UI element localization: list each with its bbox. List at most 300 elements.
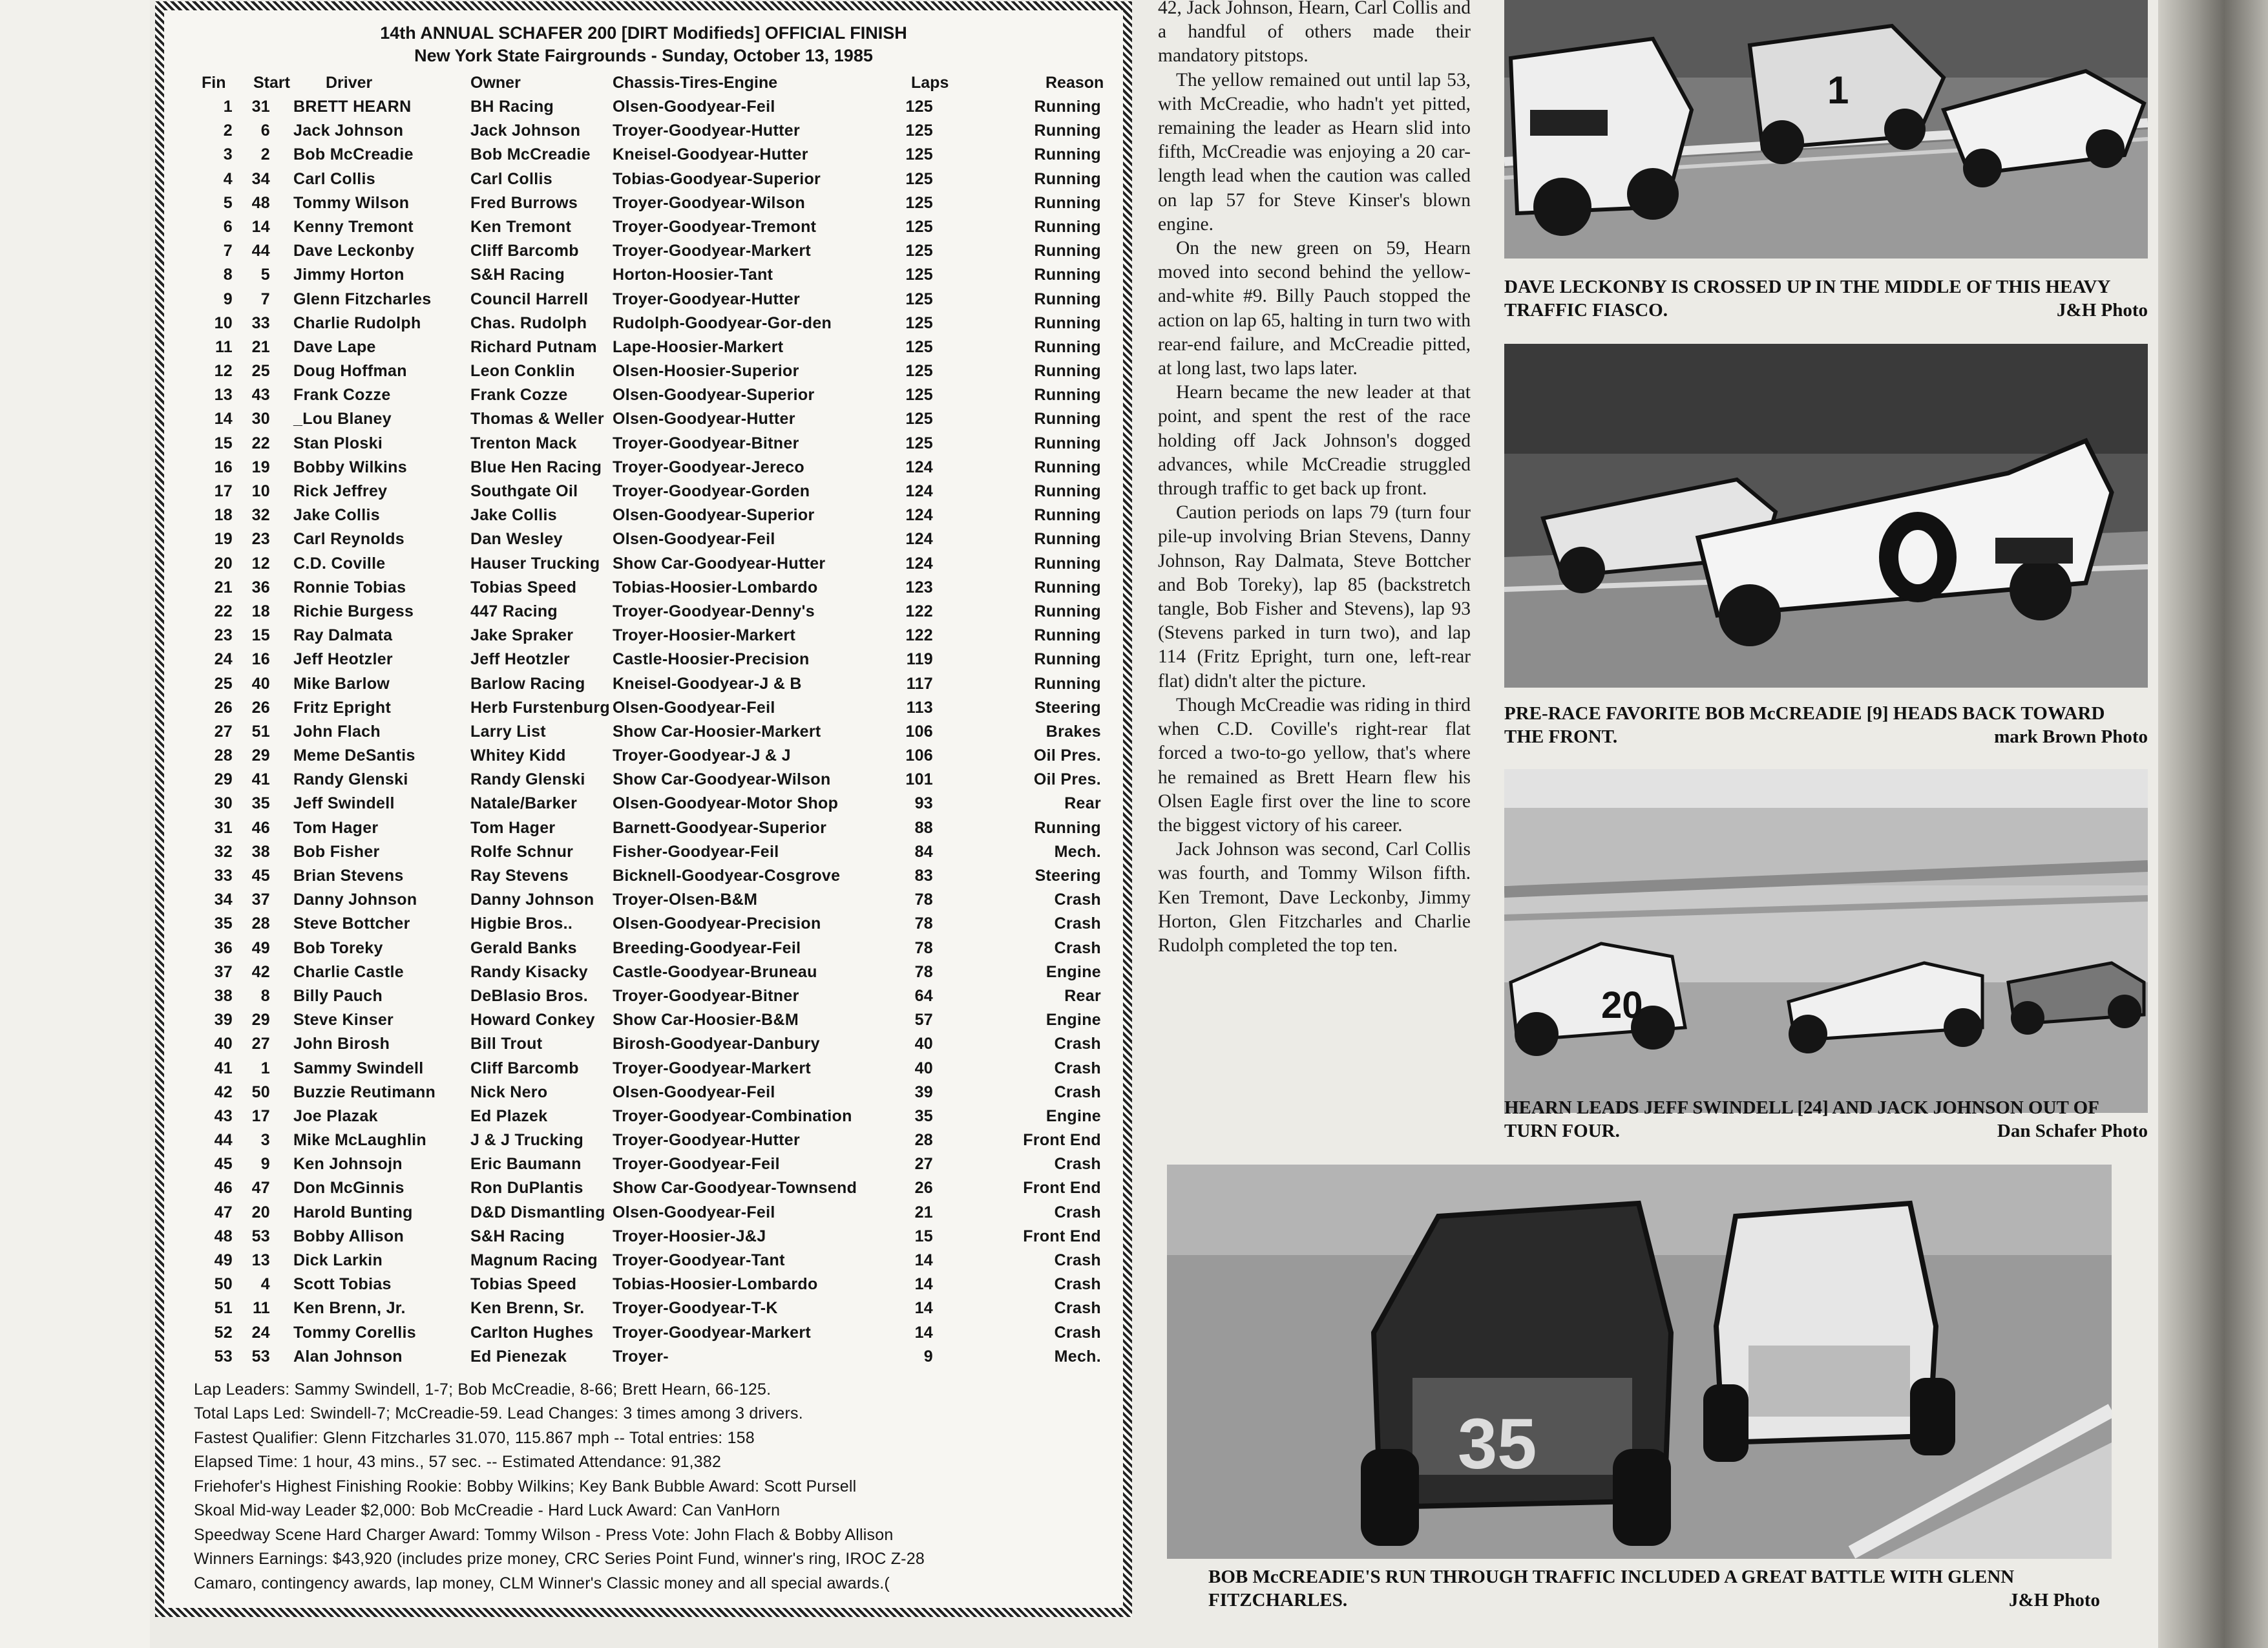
cell-start: 31 (251, 98, 270, 116)
cell-chassis: Show Car-Hoosier-B&M (613, 1011, 799, 1030)
article-paragraph: Hearn became the new leader at that point, and spent the rest of the race holding off Jack Johnson's dogged advances, while McCreadie struggled through traffic to get back up front. (1158, 382, 1471, 500)
cell-chassis: Olsen-Goodyear-Feil (613, 1203, 775, 1221)
cell-reason: Crash (1054, 1275, 1101, 1294)
cell-driver: Tommy Corellis (293, 1323, 416, 1342)
table-row (190, 1057, 1101, 1081)
cell-owner: Cliff Barcomb (470, 242, 579, 260)
article-paragraph: Though McCreadie was riding in third when C.D. Coville's right-rear flat forced a two-to-go yellow, that's where he remained as Brett Hearn flew his Olsen Eagle first over the line to score the biggest victory of his career. (1158, 694, 1471, 836)
cell-owner: Trenton Mack (470, 434, 577, 452)
cell-owner: Ray Stevens (470, 867, 569, 885)
cell-start: 37 (251, 891, 270, 909)
cell-start: 9 (260, 1155, 270, 1174)
cell-reason: Running (1034, 482, 1101, 500)
cell-start: 5 (260, 266, 270, 284)
cell-reason: Oil Pres. (1033, 770, 1101, 789)
cell-reason: Oil Pres. (1033, 746, 1101, 765)
cell-laps: 125 (905, 386, 933, 405)
cell-laps: 83 (914, 867, 933, 885)
cell-reason: Crash (1054, 914, 1101, 933)
cell-laps: 93 (914, 794, 933, 813)
cell-start: 21 (251, 337, 270, 356)
cell-start: 53 (251, 1227, 270, 1245)
results-note: Friehofer's Highest Finishing Rookie: Bobby Wilkins; Key Bank Bubble Award: Scott Pursell (194, 1477, 857, 1495)
cell-reason: Running (1034, 98, 1101, 116)
table-row (190, 143, 1101, 167)
cell-chassis: Olsen-Hoosier-Superior (613, 362, 799, 381)
cell-driver: Fritz Epright (293, 698, 392, 717)
cell-start: 22 (251, 434, 270, 452)
results-note: Elapsed Time: 1 hour, 43 mins., 57 sec. -- Estimated Attendance: 91,382 (194, 1453, 722, 1472)
cell-chassis: Troyer-Goodyear-Bitner (613, 434, 799, 452)
cell-fin: 47 (214, 1203, 233, 1221)
table-row (190, 335, 1101, 359)
cell-chassis: Troyer-Goodyear-Markert (613, 1323, 811, 1342)
cell-owner: Ron DuPlantis (470, 1179, 583, 1198)
cell-laps: 14 (914, 1275, 933, 1294)
cell-reason: Crash (1054, 891, 1101, 909)
cell-fin: 1 (223, 98, 233, 116)
cell-reason: Engine (1045, 962, 1101, 981)
header-chassis: Chassis-Tires-Engine (613, 74, 778, 92)
cell-start: 49 (251, 938, 270, 957)
cell-owner: S&H Racing (470, 1227, 565, 1245)
cell-chassis: Show Car-Hoosier-Markert (613, 722, 821, 741)
cell-laps: 64 (914, 986, 933, 1005)
cell-reason: Running (1034, 145, 1101, 164)
cell-reason: Mech. (1054, 1347, 1101, 1366)
cell-fin: 14 (214, 410, 233, 428)
cell-fin: 42 (214, 1083, 233, 1101)
cell-driver: Steve Bottcher (293, 914, 410, 933)
results-note: Lap Leaders: Sammy Swindell, 1-7; Bob McCreadie, 8-66; Brett Hearn, 66-125. (194, 1380, 772, 1399)
cell-reason: Running (1034, 386, 1101, 405)
caption-text: PRE-RACE FAVORITE BOB McCREADIE [9] HEADS BACK TOWARD THE FRONT. (1504, 703, 2105, 747)
cell-fin: 9 (223, 290, 233, 308)
cell-start: 46 (251, 818, 270, 837)
results-header-row (190, 71, 1104, 95)
cell-laps: 106 (905, 722, 933, 741)
cell-fin: 50 (214, 1275, 233, 1294)
cell-chassis: Show Car-Goodyear-Wilson (613, 770, 831, 789)
cell-reason: Running (1034, 337, 1101, 356)
cell-owner: J & J Trucking (470, 1131, 584, 1150)
header-laps: Laps (911, 74, 949, 92)
article-paragraph: Caution periods on laps 79 (turn four pile-up involving Brian Stevens, Danny Johnson, Ray Dalmata, Steve Bottcher and Bob Toreky), lap 85 (backstretch tangle, Bob Fisher and Stevens), lap 93 (Stevens parked in turn two), and lap 114 (Fritz Epright, turn one, left-rear flat) didn't alter the picture. (1158, 502, 1471, 692)
cell-driver: Tommy Wilson (293, 193, 410, 212)
cell-fin: 20 (214, 554, 233, 573)
cell-owner: Larry List (470, 722, 546, 741)
cell-fin: 53 (214, 1347, 233, 1366)
cell-chassis: Troyer-Goodyear-Hutter (613, 290, 800, 308)
table-row (190, 792, 1101, 816)
cell-reason: Running (1034, 362, 1101, 381)
cell-driver: Frank Cozze (293, 386, 391, 405)
cell-owner: Southgate Oil (470, 482, 578, 500)
cell-owner: Fred Burrows (470, 193, 578, 212)
cell-laps: 78 (914, 891, 933, 909)
cell-laps: 125 (905, 434, 933, 452)
cell-fin: 7 (223, 242, 233, 260)
cell-fin: 49 (214, 1251, 233, 1269)
cell-chassis: Rudolph-Goodyear-Gor-den (613, 313, 832, 332)
cell-laps: 125 (905, 217, 933, 236)
cell-laps: 27 (914, 1155, 933, 1174)
cell-laps: 28 (914, 1131, 933, 1150)
table-row (190, 1296, 1101, 1320)
cell-fin: 43 (214, 1106, 233, 1125)
cell-start: 36 (251, 578, 270, 597)
cell-start: 3 (260, 1131, 270, 1150)
cell-start: 42 (251, 962, 270, 981)
cell-laps: 122 (905, 602, 933, 620)
svg-text:20: 20 (1601, 984, 1643, 1026)
cell-owner: Bob McCreadie (470, 145, 591, 164)
cell-reason: Crash (1054, 1203, 1101, 1221)
cell-driver: Jake Collis (293, 506, 380, 525)
cell-laps: 125 (905, 193, 933, 212)
cell-fin: 31 (214, 818, 233, 837)
cell-laps: 39 (914, 1083, 933, 1101)
table-row (190, 527, 1101, 551)
table-row (190, 816, 1101, 840)
cell-owner: Bill Trout (470, 1035, 543, 1053)
cell-owner: Howard Conkey (470, 1011, 595, 1030)
cell-chassis: Olsen-Goodyear-Feil (613, 1083, 775, 1101)
cell-chassis: Troyer-Goodyear-Feil (613, 1155, 780, 1174)
cell-chassis: Olsen-Goodyear-Motor Shop (613, 794, 839, 813)
cell-reason: Front End (1023, 1179, 1101, 1198)
cell-reason: Running (1034, 121, 1101, 140)
cell-driver: Richie Burgess (293, 602, 414, 620)
cell-start: 27 (251, 1035, 270, 1053)
cell-fin: 13 (214, 386, 233, 405)
cell-chassis: Lape-Hoosier-Markert (613, 337, 784, 356)
cell-chassis: Tobias-Hoosier-Lombardo (613, 578, 818, 597)
cell-chassis: Castle-Hoosier-Precision (613, 650, 810, 669)
table-row (190, 1128, 1101, 1152)
cell-start: 32 (251, 506, 270, 525)
table-row (190, 600, 1101, 624)
cell-reason: Running (1034, 410, 1101, 428)
cell-driver: Ken Johnsojn (293, 1155, 403, 1174)
cell-fin: 38 (214, 986, 233, 1005)
table-row (190, 672, 1101, 696)
cell-start: 8 (260, 986, 270, 1005)
cell-laps: 124 (905, 458, 933, 476)
cell-laps: 40 (914, 1035, 933, 1053)
cell-start: 47 (251, 1179, 270, 1198)
table-row (190, 840, 1101, 864)
cell-owner: Carl Collis (470, 169, 552, 188)
cell-start: 48 (251, 193, 270, 212)
header-owner: Owner (470, 74, 521, 92)
header-driver: Driver (326, 74, 373, 92)
cell-owner: Council Harrell (470, 290, 589, 308)
photo-mccreadie-heads-back (1504, 344, 2148, 688)
results-notes (190, 1378, 1097, 1596)
cell-fin: 45 (214, 1155, 233, 1174)
cell-fin: 2 (223, 121, 233, 140)
cell-start: 29 (251, 746, 270, 765)
cell-chassis: Kneisel-Goodyear-Hutter (613, 145, 808, 164)
table-row (190, 119, 1101, 143)
table-row (190, 696, 1101, 720)
cell-chassis: Troyer-Goodyear-Hutter (613, 1131, 800, 1150)
cell-chassis: Breeding-Goodyear-Feil (613, 938, 801, 957)
cell-start: 51 (251, 722, 270, 741)
table-row (190, 1032, 1101, 1056)
cell-reason: Engine (1045, 1106, 1101, 1125)
cell-laps: 124 (905, 506, 933, 525)
cell-driver: Jimmy Horton (293, 266, 404, 284)
cell-start: 11 (252, 1299, 270, 1318)
cell-fin: 11 (215, 337, 233, 356)
cell-fin: 18 (214, 506, 233, 525)
table-row (190, 912, 1101, 936)
cell-driver: Meme DeSantis (293, 746, 415, 765)
cell-owner: Danny Johnson (470, 891, 594, 909)
cell-fin: 22 (214, 602, 233, 620)
caption-mccreadie-heads-back (1504, 702, 2148, 748)
cell-driver: Carl Reynolds (293, 530, 405, 549)
cell-reason: Running (1034, 650, 1101, 669)
cell-fin: 17 (214, 482, 233, 500)
cell-driver: Rick Jeffrey (293, 482, 388, 500)
cell-chassis: Troyer-Goodyear-J & J (613, 746, 791, 765)
cell-laps: 14 (914, 1323, 933, 1342)
cell-laps: 78 (914, 938, 933, 957)
article-paragraph: On the new green on 59, Hearn moved into second behind the yellow-and-white #9. Billy Pauch stopped the action on lap 65, halting in turn two with rear-end failure, and McCreadie pitted, at long last, two laps later. (1158, 238, 1471, 379)
page-margin-left (0, 0, 150, 1648)
cell-owner: 447 Racing (470, 602, 558, 620)
cell-fin: 37 (214, 962, 233, 981)
table-row (190, 1176, 1101, 1200)
cell-owner: D&D Dismantling (470, 1203, 605, 1221)
cell-owner: Randy Kisacky (470, 962, 588, 981)
cell-reason: Crash (1054, 1299, 1101, 1318)
cell-owner: Herb Furstenburg (470, 698, 610, 717)
cell-fin: 44 (214, 1131, 233, 1150)
cell-laps: 9 (923, 1347, 933, 1366)
cell-chassis: Troyer-Hoosier-Markert (613, 626, 796, 645)
caption-traffic-fiasco (1504, 275, 2148, 322)
cell-chassis: Troyer-Goodyear-Markert (613, 1059, 811, 1077)
cell-driver: Bobby Allison (293, 1227, 404, 1245)
cell-driver: Carl Collis (293, 169, 375, 188)
cell-reason: Front End (1023, 1227, 1101, 1245)
table-row (190, 888, 1101, 912)
cell-start: 45 (251, 867, 270, 885)
cell-fin: 8 (223, 266, 233, 284)
results-note: Speedway Scene Hard Charger Award: Tommy Wilson - Press Vote: John Flach & Bobby Allison (194, 1525, 894, 1544)
cell-laps: 125 (905, 266, 933, 284)
cell-reason: Steering (1034, 698, 1101, 717)
cell-start: 33 (251, 313, 270, 332)
results-note: Skoal Mid-way Leader $2,000: Bob McCreadie - Hard Luck Award: Can VanHorn (194, 1501, 781, 1520)
cell-chassis: Troyer-Goodyear-Tant (613, 1251, 785, 1269)
caption-text: BOB McCREADIE'S RUN THROUGH TRAFFIC INCLUDED A GREAT BATTLE WITH GLENN FITZCHARLES. (1208, 1567, 2015, 1611)
cell-reason: Running (1034, 578, 1101, 597)
cell-fin: 36 (214, 938, 233, 957)
cell-start: 2 (260, 145, 270, 164)
results-table (190, 95, 1101, 1369)
photo-traffic-fiasco (1504, 0, 2148, 259)
cell-owner: Hauser Trucking (470, 554, 600, 573)
table-row (190, 191, 1101, 215)
cell-start: 19 (251, 458, 270, 476)
table-row (190, 263, 1101, 287)
cell-reason: Running (1034, 818, 1101, 837)
cell-fin: 40 (214, 1035, 233, 1053)
cell-fin: 6 (223, 217, 233, 236)
cell-laps: 125 (905, 242, 933, 260)
cell-laps: 125 (905, 337, 933, 356)
cell-driver: Joe Plazak (293, 1106, 378, 1125)
cell-reason: Running (1034, 554, 1101, 573)
cell-start: 30 (251, 410, 270, 428)
cell-start: 53 (251, 1347, 270, 1366)
cell-reason: Running (1034, 313, 1101, 332)
cell-laps: 123 (905, 578, 933, 597)
table-row (190, 359, 1101, 383)
cell-chassis: Tobias-Hoosier-Lombardo (613, 1275, 818, 1294)
results-note: Total Laps Led: Swindell-7; McCreadie-59. Lead Changes: 3 times among 3 drivers. (194, 1404, 803, 1423)
cell-chassis: Troyer-Goodyear-Tremont (613, 217, 817, 236)
cell-fin: 30 (214, 794, 233, 813)
cell-owner: Ed Plazek (470, 1106, 548, 1125)
cell-driver: Glenn Fitzcharles (293, 290, 432, 308)
cell-driver: Kenny Tremont (293, 217, 414, 236)
cell-driver: C.D. Coville (293, 554, 386, 573)
cell-laps: 78 (914, 914, 933, 933)
article-paragraph: The yellow remained out until lap 53, with McCreadie, who hadn't yet pitted, remaining the leader as Hearn slid into fifth, McCreadie was enjoying a 20 car-length lead when the caution was called on lap 57 for Steve Kinser's blown engine. (1158, 69, 1471, 235)
cell-fin: 5 (223, 193, 233, 212)
cell-owner: Ken Tremont (470, 217, 572, 236)
cell-driver: Bob Toreky (293, 938, 383, 957)
cell-laps: 124 (905, 530, 933, 549)
cell-driver: Jeff Swindell (293, 794, 395, 813)
results-note: Winners Earnings: $43,920 (includes prize money, CRC Series Point Fund, winner's ring, IROC Z-28 (194, 1550, 925, 1569)
table-row (190, 1008, 1101, 1032)
cell-driver: Tom Hager (293, 818, 379, 837)
cell-chassis: Olsen-Goodyear-Precision (613, 914, 821, 933)
cell-reason: Running (1034, 266, 1101, 284)
table-row (190, 744, 1101, 768)
photo-hearn-leads (1504, 769, 2148, 1113)
cell-start: 25 (251, 362, 270, 381)
page-binding-shadow (2158, 0, 2268, 1648)
cell-start: 26 (251, 698, 270, 717)
cell-owner: Jake Collis (470, 506, 557, 525)
table-row (190, 1273, 1101, 1296)
cell-chassis: Olsen-Goodyear-Feil (613, 98, 775, 116)
cell-start: 12 (251, 554, 270, 573)
cell-driver: Stan Ploski (293, 434, 383, 452)
cell-owner: Jake Spraker (470, 626, 574, 645)
table-row (190, 95, 1101, 119)
cell-owner: Eric Baumann (470, 1155, 582, 1174)
cell-chassis: Troyer-Goodyear-Jereco (613, 458, 804, 476)
cell-owner: Richard Putnam (470, 337, 597, 356)
cell-chassis: Olsen-Goodyear-Feil (613, 530, 775, 549)
cell-chassis: Troyer-Hoosier-J&J (613, 1227, 766, 1245)
cell-driver: John Flach (293, 722, 381, 741)
cell-fin: 12 (214, 362, 233, 381)
cell-start: 17 (251, 1106, 270, 1125)
cell-reason: Running (1034, 217, 1101, 236)
cell-owner: Jack Johnson (470, 121, 581, 140)
caption-mccreadie-fitzcharles (1208, 1565, 2100, 1612)
article-paragraph: Jack Johnson was second, Carl Collis was fourth, and Tommy Wilson fifth. Ken Tremont, Dave Leckonby, Jimmy Horton, Glen Fitzcharles and Charlie Rudolph completed the top ten. (1158, 839, 1471, 956)
svg-text:35: 35 (1458, 1404, 1537, 1484)
cell-owner: Whitey Kidd (470, 746, 566, 765)
cell-driver: Brian Stevens (293, 867, 404, 885)
cell-driver: Alan Johnson (293, 1347, 403, 1366)
cell-chassis: Show Car-Goodyear-Hutter (613, 554, 826, 573)
cell-driver: Ken Brenn, Jr. (293, 1299, 406, 1318)
cell-laps: 26 (914, 1179, 933, 1198)
cell-start: 20 (251, 1203, 270, 1221)
cell-owner: Frank Cozze (470, 386, 568, 405)
cell-driver: _Lou Blaney (293, 410, 392, 428)
cell-fin: 29 (214, 770, 233, 789)
cell-chassis: Troyer-Goodyear-Hutter (613, 121, 800, 140)
cell-driver: Ronnie Tobias (293, 578, 406, 597)
table-row (190, 768, 1101, 792)
cell-start: 35 (251, 794, 270, 813)
cell-reason: Crash (1054, 1059, 1101, 1077)
cell-laps: 117 (906, 674, 933, 693)
table-row (190, 648, 1101, 671)
table-row (190, 984, 1101, 1008)
cell-fin: 26 (214, 698, 233, 717)
photo-credit: Dan Schafer Photo (1997, 1121, 2148, 1141)
photo-credit: J&H Photo (2009, 1590, 2100, 1611)
official-finish-box (155, 1, 1132, 1617)
cell-laps: 40 (914, 1059, 933, 1077)
cell-reason: Engine (1045, 1011, 1101, 1030)
cell-driver: Steve Kinser (293, 1011, 394, 1030)
cell-laps: 57 (914, 1011, 933, 1030)
article-column (1158, 0, 1471, 958)
cell-laps: 125 (905, 362, 933, 381)
table-row (190, 1225, 1101, 1249)
cell-fin: 15 (214, 434, 233, 452)
table-row (190, 576, 1101, 600)
table-row (190, 407, 1101, 431)
cell-laps: 14 (914, 1251, 933, 1269)
photo-mccreadie-fitzcharles-battle (1167, 1165, 2112, 1559)
cell-driver: Dave Lape (293, 337, 376, 356)
cell-laps: 125 (905, 145, 933, 164)
table-row (190, 312, 1101, 335)
cell-start: 38 (251, 842, 270, 861)
cell-fin: 25 (214, 674, 233, 693)
cell-chassis: Troyer-Goodyear-Combination (613, 1106, 852, 1125)
cell-driver: Bob Fisher (293, 842, 380, 861)
table-row (190, 1321, 1101, 1345)
cell-chassis: Troyer-Goodyear-Bitner (613, 986, 799, 1005)
cell-driver: Mike Barlow (293, 674, 390, 693)
cell-driver: Bobby Wilkins (293, 458, 407, 476)
table-row (190, 1081, 1101, 1104)
caption-text: HEARN LEADS JEFF SWINDELL [24] AND JACK JOHNSON OUT OF TURN FOUR. (1504, 1097, 2099, 1141)
cell-laps: 88 (914, 818, 933, 837)
cell-driver: Billy Pauch (293, 986, 383, 1005)
cell-driver: Danny Johnson (293, 891, 417, 909)
cell-laps: 78 (914, 962, 933, 981)
cell-laps: 113 (906, 698, 933, 717)
